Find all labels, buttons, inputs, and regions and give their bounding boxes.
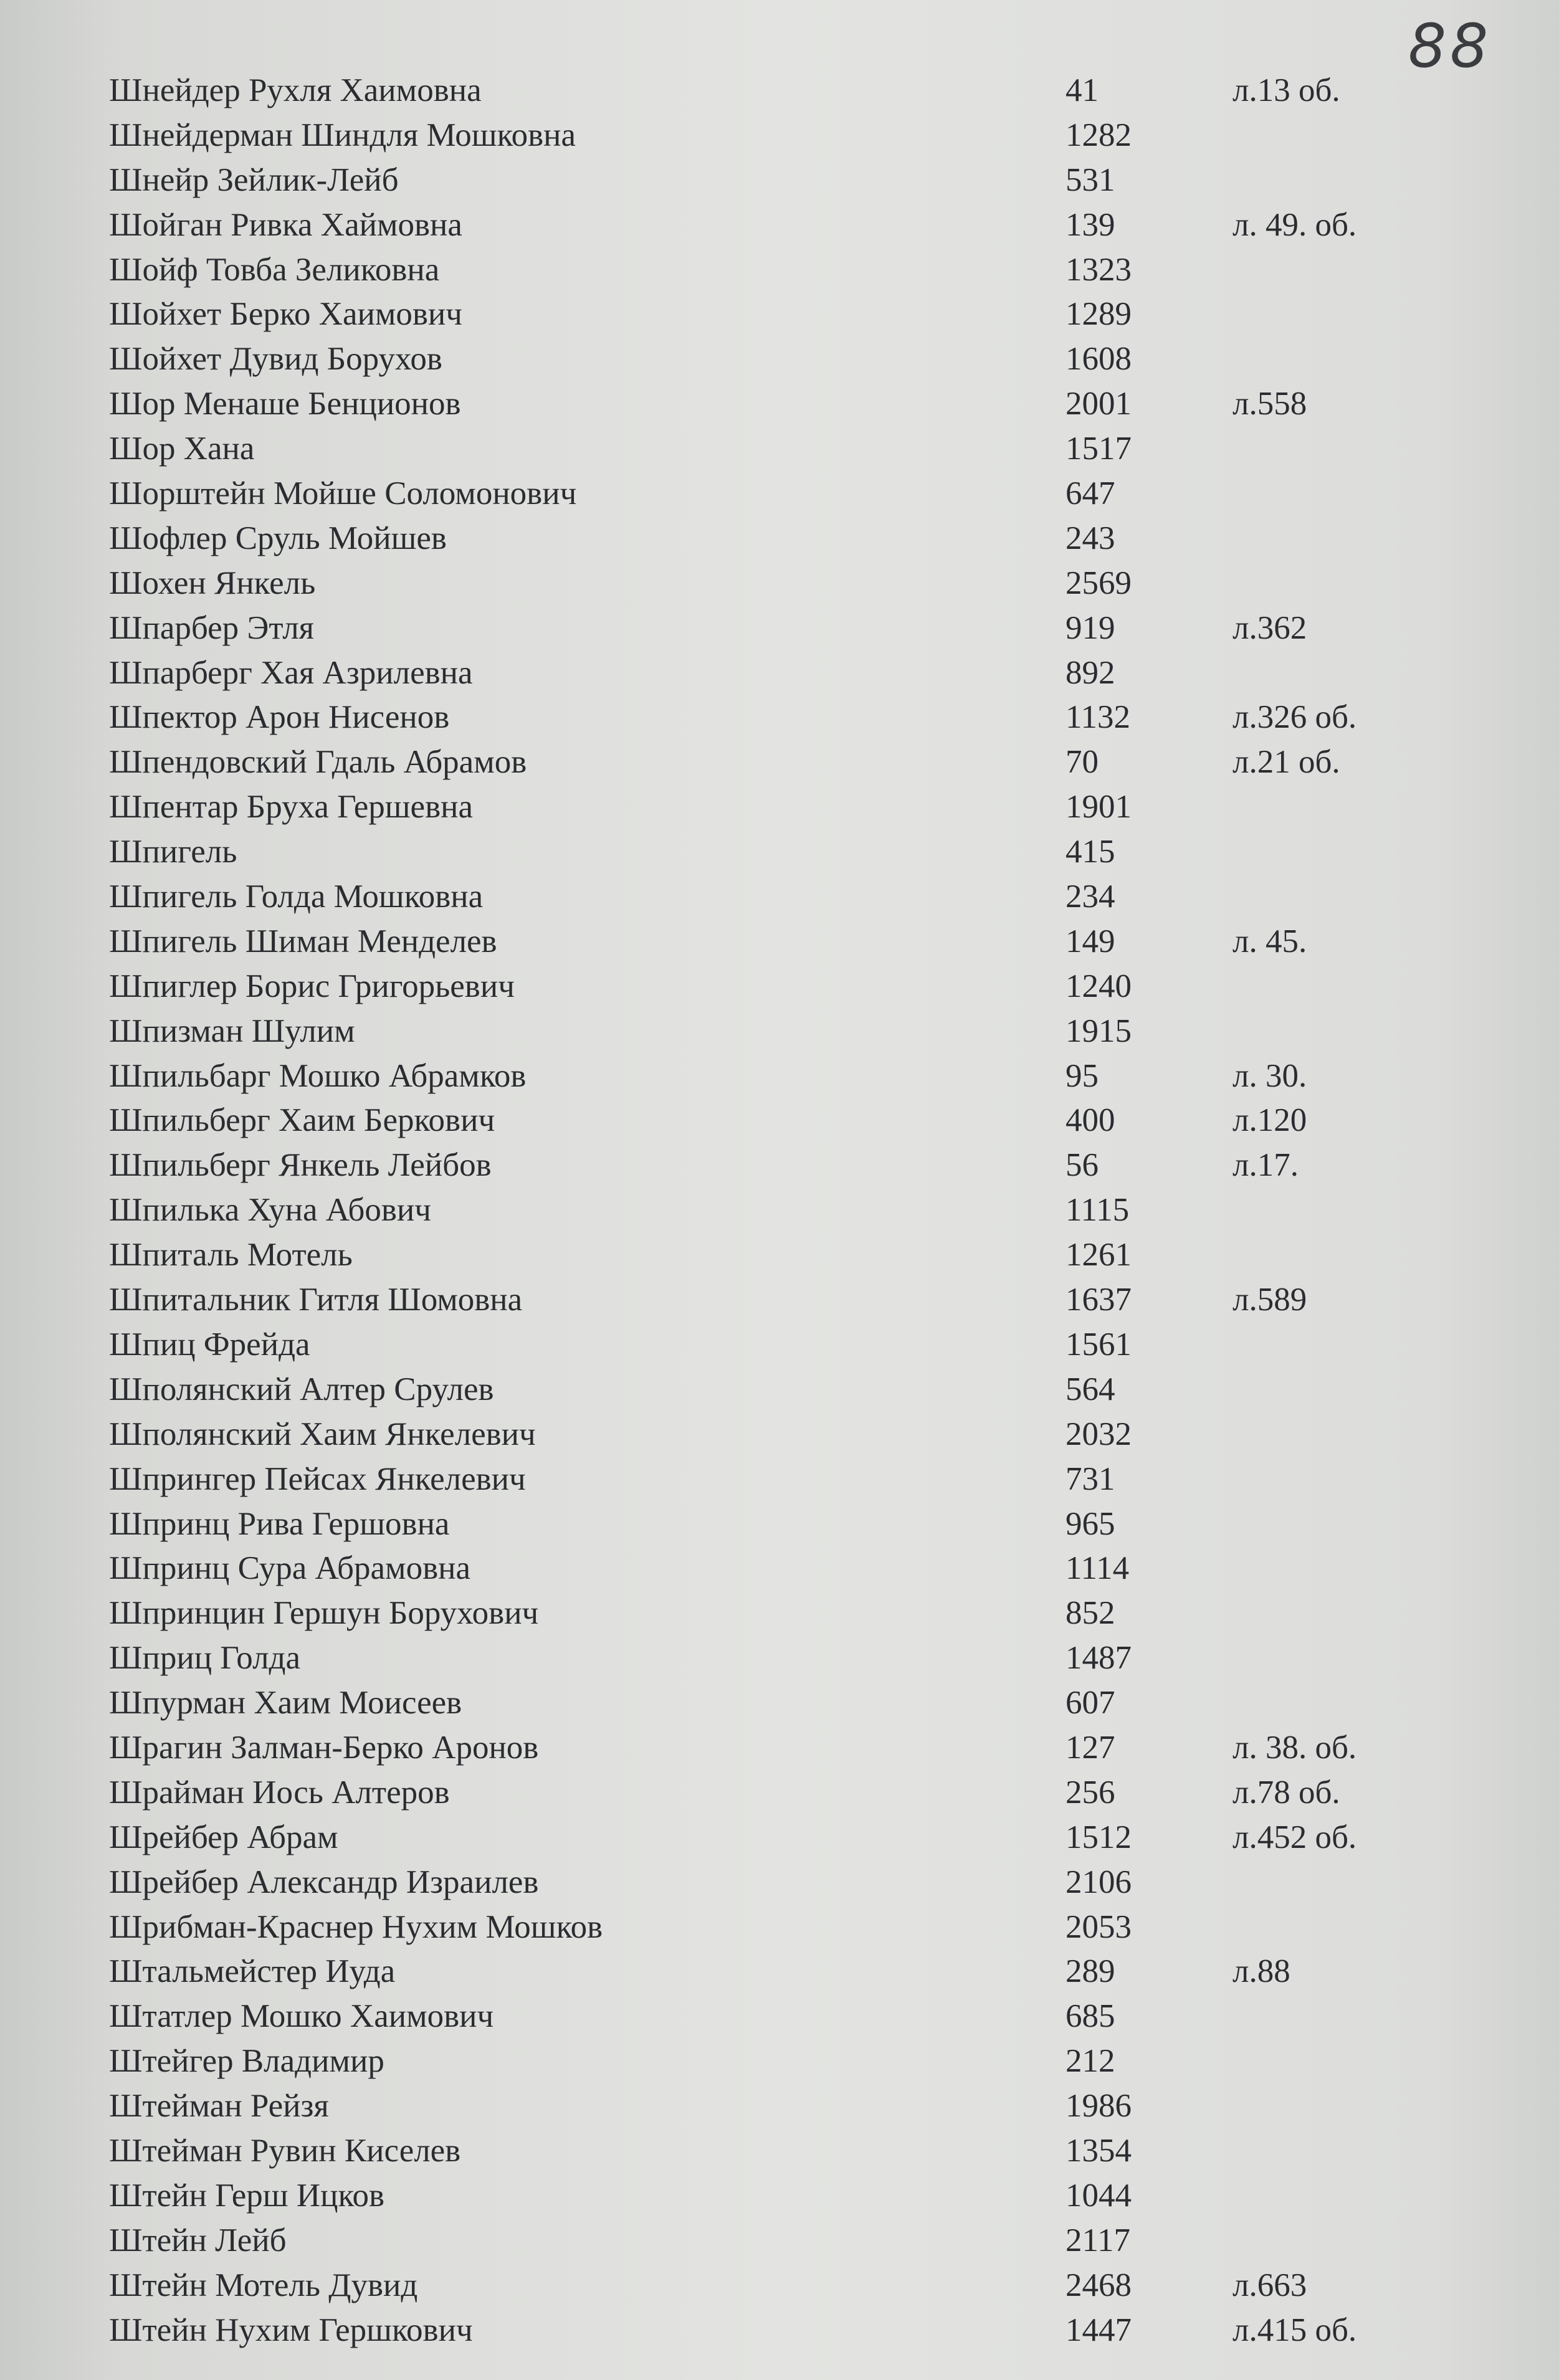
entry-number: 1901 xyxy=(1066,789,1132,826)
list-item xyxy=(0,1949,1559,1994)
entry-number: 1512 xyxy=(1066,1819,1132,1855)
list-item xyxy=(0,1994,1559,2039)
entry-number: 243 xyxy=(1066,520,1115,556)
entry-sheet-ref: л. 38. об. xyxy=(1232,1729,1357,1766)
list-item xyxy=(0,1188,1559,1233)
list-item xyxy=(0,740,1559,785)
list-item xyxy=(0,920,1559,964)
entry-number: 1517 xyxy=(1066,431,1132,467)
entry-number: 531 xyxy=(1066,161,1115,198)
list-item xyxy=(0,2308,1559,2353)
list-item xyxy=(0,1771,1559,1816)
entry-name: Шрайман Иось Алтеров xyxy=(109,1774,450,1811)
entry-number: 212 xyxy=(1066,2043,1115,2080)
entry-name: Шорштейн Мойше Соломонович xyxy=(109,475,577,512)
entry-sheet-ref: л.78 об. xyxy=(1232,1774,1340,1811)
entry-name: Штейн Нухим Гершкович xyxy=(109,2311,473,2348)
entry-name: Шпарберг Хая Азрилевна xyxy=(109,654,473,691)
entry-name: Штейн Герш Ицков xyxy=(109,2177,385,2214)
list-item xyxy=(0,1502,1559,1547)
list-item xyxy=(0,1457,1559,1502)
list-item xyxy=(0,1278,1559,1323)
entry-name: Шрейбер Абрам xyxy=(109,1819,338,1855)
entry-list xyxy=(0,69,1559,2353)
entry-name: Шпигель Голда Мошковна xyxy=(109,878,484,915)
list-item xyxy=(0,1054,1559,1099)
list-item xyxy=(0,1412,1559,1457)
entry-number: 1114 xyxy=(1066,1550,1130,1587)
entry-sheet-ref: л.362 xyxy=(1232,609,1307,646)
entry-name: Шпрингер Пейсах Янкелевич xyxy=(109,1460,526,1497)
entry-name: Шпарбер Этля xyxy=(109,609,315,646)
entry-name: Штейн Мотель Дувид xyxy=(109,2267,418,2303)
entry-name: Шпринцин Гершун Борухович xyxy=(109,1595,539,1632)
entry-number: 1289 xyxy=(1066,296,1132,333)
entry-number: 1261 xyxy=(1066,1237,1132,1273)
entry-sheet-ref: л.558 xyxy=(1232,386,1307,422)
entry-sheet-ref: л. 30. xyxy=(1232,1057,1307,1094)
list-item xyxy=(0,427,1559,472)
entry-name: Шпигель xyxy=(109,834,237,870)
list-item xyxy=(0,1636,1559,1681)
entry-sheet-ref: л.415 об. xyxy=(1232,2311,1357,2348)
list-item xyxy=(0,1143,1559,1188)
entry-number: 1561 xyxy=(1066,1326,1132,1363)
entry-number: 1282 xyxy=(1066,117,1132,153)
entry-name: Штейман Рейзя xyxy=(109,2088,329,2125)
entry-number: 2569 xyxy=(1066,564,1132,601)
list-item xyxy=(0,1323,1559,1368)
entry-name: Шпильбарг Мошко Абрамков xyxy=(109,1057,527,1094)
list-item xyxy=(0,158,1559,203)
entry-sheet-ref: л.17. xyxy=(1232,1147,1299,1184)
entry-number: 1487 xyxy=(1066,1640,1132,1677)
entry-number: 127 xyxy=(1066,1729,1115,1766)
entry-sheet-ref: л.663 xyxy=(1232,2267,1307,2303)
list-item xyxy=(0,1726,1559,1771)
list-item xyxy=(0,875,1559,920)
list-item xyxy=(0,1905,1559,1950)
list-item xyxy=(0,1681,1559,1726)
entry-number: 965 xyxy=(1066,1505,1115,1542)
entry-name: Шпитальник Гитля Шомовна xyxy=(109,1282,523,1318)
entry-number: 41 xyxy=(1066,72,1099,108)
entry-name: Штейман Рувин Киселев xyxy=(109,2132,461,2169)
entry-number: 1132 xyxy=(1066,699,1131,736)
entry-number: 149 xyxy=(1066,923,1115,959)
entry-name: Шпиталь Мотель xyxy=(109,1237,353,1273)
entry-number: 1323 xyxy=(1066,251,1132,288)
entry-name: Штальмейстер Иуда xyxy=(109,1953,396,1990)
list-item xyxy=(0,651,1559,696)
entry-name: Шпиглер Борис Григорьевич xyxy=(109,968,515,1004)
list-item xyxy=(0,1009,1559,1054)
list-item xyxy=(0,1816,1559,1860)
page-number: 88 xyxy=(1408,11,1492,81)
entry-name: Шнейр Зейлик-Лейб xyxy=(109,161,399,198)
list-item xyxy=(0,2174,1559,2219)
entry-name: Шпурман Хаим Моисеев xyxy=(109,1685,462,1721)
list-item xyxy=(0,69,1559,113)
entry-number: 256 xyxy=(1066,1774,1115,1811)
entry-sheet-ref: л. 45. xyxy=(1232,923,1307,959)
entry-name: Шор Хана xyxy=(109,431,255,467)
list-item xyxy=(0,2084,1559,2129)
entry-name: Шохен Янкель xyxy=(109,564,316,601)
list-item xyxy=(0,203,1559,248)
list-item xyxy=(0,561,1559,606)
entry-name: Шполянский Хаим Янкелевич xyxy=(109,1416,536,1452)
entry-number: 1240 xyxy=(1066,968,1132,1004)
entry-number: 2032 xyxy=(1066,1416,1132,1452)
entry-number: 2468 xyxy=(1066,2267,1132,2303)
entry-number: 1044 xyxy=(1066,2177,1132,2214)
entry-name: Штейн Лейб xyxy=(109,2222,287,2259)
entry-name: Шойф Товба Зеликовна xyxy=(109,251,440,288)
entry-number: 2053 xyxy=(1066,1908,1132,1945)
entry-number: 1986 xyxy=(1066,2088,1132,2125)
entry-name: Шойхет Берко Хаимович xyxy=(109,296,462,333)
entry-name: Шрейбер Александр Израилев xyxy=(109,1864,539,1900)
entry-name: Шпиц Фрейда xyxy=(109,1326,310,1363)
entry-name: Шприц Голда xyxy=(109,1640,301,1677)
entry-number: 2001 xyxy=(1066,386,1132,422)
entry-number: 56 xyxy=(1066,1147,1099,1184)
list-item xyxy=(0,292,1559,337)
entry-number: 731 xyxy=(1066,1460,1115,1497)
list-item xyxy=(0,2219,1559,2263)
entry-number: 1447 xyxy=(1066,2311,1132,2348)
list-item xyxy=(0,113,1559,158)
entry-name: Шпилька Хуна Абович xyxy=(109,1192,431,1229)
entry-sheet-ref: л.589 xyxy=(1232,1282,1307,1318)
entry-number: 1608 xyxy=(1066,341,1132,378)
list-item xyxy=(0,472,1559,516)
entry-sheet-ref: л.120 xyxy=(1232,1102,1307,1139)
entry-number: 1115 xyxy=(1066,1192,1130,1229)
entry-sheet-ref: л.21 об. xyxy=(1232,744,1340,781)
entry-number: 607 xyxy=(1066,1685,1115,1721)
list-item xyxy=(0,606,1559,651)
entry-number: 289 xyxy=(1066,1953,1115,1990)
entry-name: Шполянский Алтер Срулев xyxy=(109,1371,494,1407)
list-item xyxy=(0,830,1559,875)
list-item xyxy=(0,1368,1559,1412)
list-item xyxy=(0,2129,1559,2174)
list-item xyxy=(0,1860,1559,1905)
entry-name: Шнейдерман Шиндля Мошковна xyxy=(109,117,576,153)
entry-number: 1915 xyxy=(1066,1012,1132,1049)
entry-name: Шрибман-Краснер Нухим Мошков xyxy=(109,1908,603,1945)
entry-number: 564 xyxy=(1066,1371,1115,1407)
list-item xyxy=(0,1098,1559,1143)
entry-sheet-ref: л.13 об. xyxy=(1232,72,1340,108)
entry-number: 234 xyxy=(1066,878,1115,915)
entry-name: Шойхет Дувид Борухов xyxy=(109,341,442,378)
list-item xyxy=(0,1546,1559,1591)
list-item xyxy=(0,695,1559,740)
entry-name: Шрагин Залман-Берко Аронов xyxy=(109,1729,539,1766)
entry-number: 139 xyxy=(1066,206,1115,243)
entry-number: 919 xyxy=(1066,609,1115,646)
list-item xyxy=(0,785,1559,830)
list-item xyxy=(0,1233,1559,1278)
entry-number: 415 xyxy=(1066,834,1115,870)
entry-name: Шпендовский Гдаль Абрамов xyxy=(109,744,527,781)
entry-number: 1354 xyxy=(1066,2132,1132,2169)
list-item xyxy=(0,337,1559,382)
entry-name: Шпентар Бруха Гершевна xyxy=(109,789,473,826)
entry-name: Штейгер Владимир xyxy=(109,2043,384,2080)
entry-number: 2117 xyxy=(1066,2222,1131,2259)
entry-name: Шнейдер Рухля Хаимовна xyxy=(109,72,482,108)
list-item xyxy=(0,248,1559,293)
list-item xyxy=(0,1591,1559,1636)
entry-number: 95 xyxy=(1066,1057,1099,1094)
list-item xyxy=(0,964,1559,1009)
entry-name: Шпринц Сура Абрамовна xyxy=(109,1550,470,1587)
entry-sheet-ref: л.88 xyxy=(1232,1953,1290,1990)
list-item xyxy=(0,2263,1559,2308)
entry-name: Шпигель Шиман Менделев xyxy=(109,923,497,959)
list-item xyxy=(0,2039,1559,2084)
entry-number: 852 xyxy=(1066,1595,1115,1632)
entry-number: 2106 xyxy=(1066,1864,1132,1900)
entry-name: Шофлер Сруль Мойшев xyxy=(109,520,447,556)
entry-number: 685 xyxy=(1066,1998,1115,2035)
entry-name: Шпильберг Хаим Беркович xyxy=(109,1102,495,1139)
entry-number: 647 xyxy=(1066,475,1115,512)
entry-name: Штатлер Мошко Хаимович xyxy=(109,1998,494,2035)
list-item xyxy=(0,516,1559,561)
entry-name: Шойган Ривка Хаймовна xyxy=(109,206,462,243)
entry-sheet-ref: л.326 об. xyxy=(1232,699,1357,736)
entry-name: Шпектор Арон Нисенов xyxy=(109,699,450,736)
entry-name: Шпильберг Янкель Лейбов xyxy=(109,1147,492,1184)
entry-sheet-ref: л. 49. об. xyxy=(1232,206,1357,243)
entry-number: 70 xyxy=(1066,744,1099,781)
list-item xyxy=(0,382,1559,427)
entry-sheet-ref: л.452 об. xyxy=(1232,1819,1357,1855)
entry-number: 1637 xyxy=(1066,1282,1132,1318)
entry-number: 892 xyxy=(1066,654,1115,691)
entry-name: Шпизман Шулим xyxy=(109,1012,355,1049)
entry-name: Шор Менаше Бенционов xyxy=(109,386,461,422)
entry-number: 400 xyxy=(1066,1102,1115,1139)
entry-name: Шпринц Рива Гершовна xyxy=(109,1505,450,1542)
